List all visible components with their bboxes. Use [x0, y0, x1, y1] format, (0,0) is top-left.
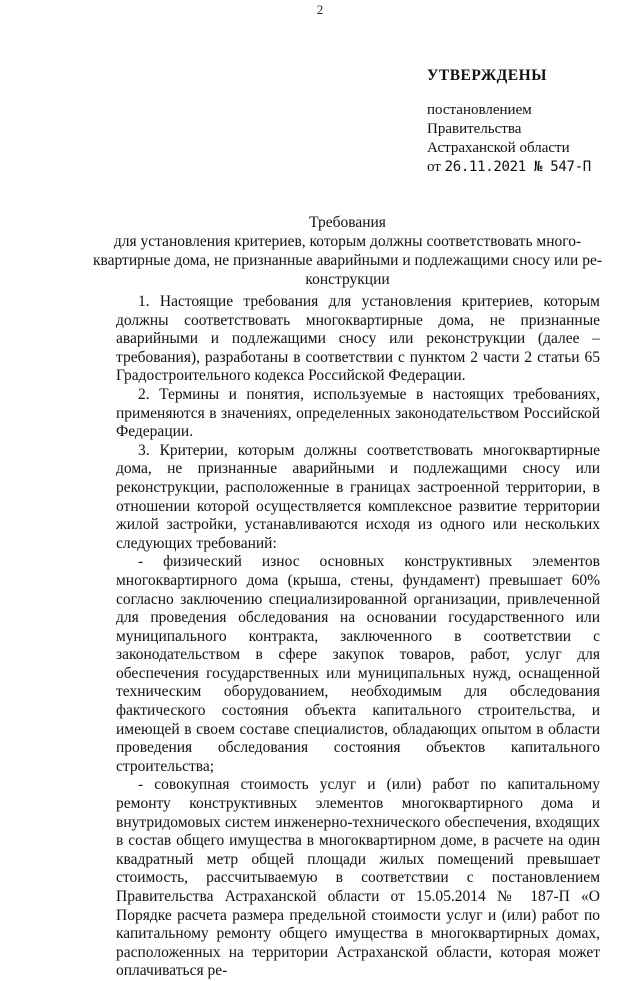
- paragraph-5: - совокупная стоимость услуг и (или) работ по капитальному ремонту конструктивных элементов многоквартирного дома и внутридомовых систем инженерно-технического обеспечения, входящих в состав общего имущества в многоквартирном доме, в расчете на один квадратный метр общей площади жилых помещений превышает стоимость, рассчитываемую в соответствии с постановлением Правительства Астраханской области от 15.05.2014 № 187-П «О Порядке расчета размера предельной стоимости услуг и (или) работ по капитальному ремонту общего имущества в многоквартирных домах, расположенных на территории Астраханской области, которая может оплачиваться ре-: [116, 776, 600, 980]
- approval-date-number: 26.11.2021 № 547-П: [444, 159, 591, 175]
- paragraph-4: - физический износ основных конструктивных элементов многоквартирного дома (крыша, стены, фундамент) превышает 60% согласно заключению специализированной организации, привлеченной для проведения обследования на основании государственного или муниципального контракта, заключенного в соответствии с законодательством в сфере закупок товаров, работ, услуг для обеспечения государственных или муниципальных нужд, оснащенной техническим оборудованием, необходимым для обследования фактического состояния объекта капитального строительства, и имеющей в своем составе специалистов, обладающих опытом в области проведения обследования состояния объектов капитального строительства;: [116, 553, 600, 775]
- paragraph-1: 1. Настоящие требования для установления критериев, которым должны соответствовать многоквартирные дома, не признанные аварийными и подлежащими сносу или реконструкции (далее – требования), разработаны в соответствии с пунктом 2 части 2 статьи 65 Градостроительного кодекса Российской Федерации.: [116, 293, 600, 385]
- approval-date-line: [427, 158, 627, 177]
- title-line: конструкции: [305, 271, 390, 288]
- approval-line: постановлением: [427, 102, 532, 118]
- title-line: для установления критериев, которым должны соответствовать много-: [113, 233, 582, 250]
- document-title: [80, 213, 615, 289]
- page-number: 2: [316, 2, 324, 17]
- title-line: Требования: [309, 214, 386, 231]
- document-body: [116, 293, 600, 981]
- paragraph-3: 3. Критерии, которым должны соответствовать многоквартирные дома, не признанные аварийными и подлежащими сносу или реконструкции, расположенные в границах застроенной территории, в отношении которой осуществляется комплексное развитие территории жилой застройки, устанавливаются исходя из одного или нескольких следующих требований:: [116, 441, 600, 552]
- approval-line: Правительства: [427, 121, 522, 137]
- title-line: квартирные дома, не признанные аварийными и подлежащими сносу или ре-: [92, 252, 603, 269]
- approval-line: Астраханской области: [427, 140, 570, 156]
- approval-date-prefix: от: [427, 159, 441, 175]
- approval-heading: УТВЕРЖДЕНЫ: [427, 67, 547, 84]
- paragraph-2: 2. Термины и понятия, используемые в настоящих требованиях, применяются в значениях, определенных законодательством Российской Федерации.: [116, 385, 600, 441]
- approval-block: [427, 66, 627, 177]
